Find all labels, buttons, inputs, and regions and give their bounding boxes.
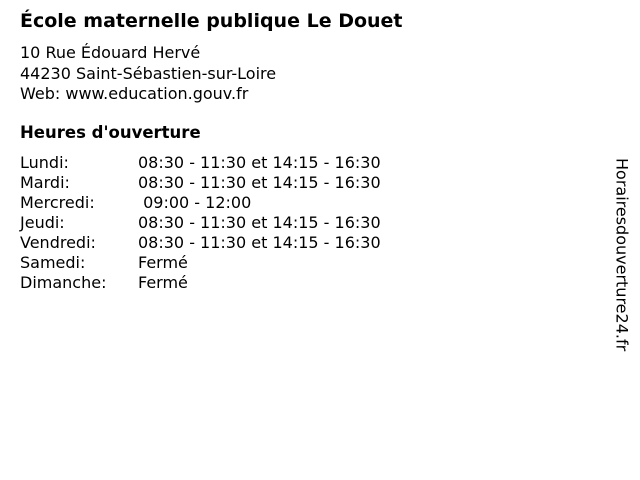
day-label: Mercredi: — [20, 193, 95, 212]
street-address: 10 Rue Édouard Hervé — [20, 43, 201, 62]
opening-hours-heading: Heures d'ouverture — [20, 123, 201, 142]
day-label: Dimanche: — [20, 273, 107, 292]
website-text: Web: www.education.gouv.fr — [20, 84, 249, 103]
time-value: 09:00 - 12:00 — [138, 193, 252, 212]
page-title: École maternelle publique Le Douet — [20, 10, 403, 32]
watermark-text: Horairesdouverture24.fr — [612, 158, 632, 352]
time-value: 08:30 - 11:30 et 14:15 - 16:30 — [138, 173, 381, 192]
day-label: Mardi: — [20, 173, 70, 192]
time-value: 08:30 - 11:30 et 14:15 - 16:30 — [138, 213, 381, 232]
day-label: Vendredi: — [20, 233, 96, 252]
city-address: 44230 Saint-Sébastien-sur-Loire — [20, 63, 277, 83]
time-value: 08:30 - 11:30 et 14:15 - 16:30 — [138, 153, 381, 172]
time-value: Fermé — [138, 273, 188, 292]
day-label: Jeudi: — [20, 213, 65, 232]
address-block — [20, 43, 276, 105]
time-value: Fermé — [138, 253, 188, 272]
time-value: 08:30 - 11:30 et 14:15 - 16:30 — [138, 233, 381, 252]
site-watermark — [608, 135, 636, 375]
day-label: Lundi: — [20, 153, 69, 172]
day-label: Samedi: — [20, 253, 86, 272]
